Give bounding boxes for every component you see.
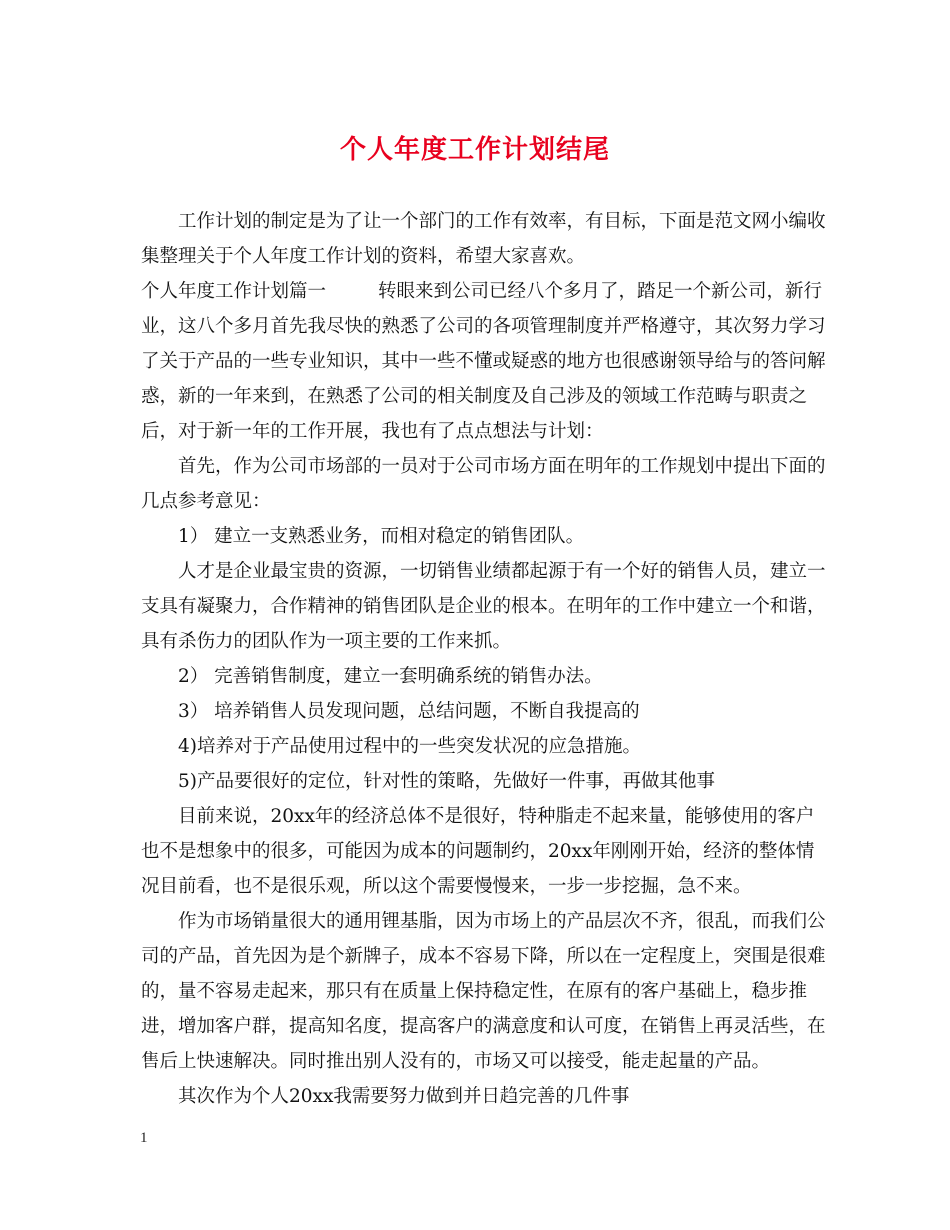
economy-paragraph: 目前来说，20xx年的经济总体不是很好，特种脂走不起来量，能够使用的客户也不是想象中的很多，可能因为成本的问题制约，20xx年刚刚开始，经济的整体情况目前看，也不是很乐观，所以这个需要慢慢来，一步一步挖掘，急不来。 [141,806,815,897]
section-paragraph [141,274,831,449]
first-paragraph: 首先，作为公司市场部的一员对于公司市场方面在明年的工作规划中提出下面的几点参考意见： [141,456,826,512]
intro-paragraph: 工作计划的制定是为了让一个部门的工作有效率，有目标，下面是范文网小编收集整理关于个人年度工作计划的资料，希望大家喜欢。 [141,211,826,267]
page-number: 1 [140,1130,148,1146]
list-item-2: 2） 完善销售制度，建立一套明确系统的销售办法。 [178,666,603,687]
document-title: 个人年度工作计划结尾 [339,135,610,165]
list-item-5: 5)产品要很好的定位，针对性的策略，先做好一件事，再做其他事 [178,771,715,792]
market-paragraph: 作为市场销量很大的通用锂基脂，因为市场上的产品层次不齐，很乱，而我们公司的产品，首先因为是个新牌子，成本不容易下降，所以在一定程度上，突围是很难的，量不容易走起来，那只有在质量上保持稳定性，在原有的客户基础上，稳步推进，增加客户群，提高知名度，提高客户的满意度和认可度，在销售上再灵活些，在售后上快速解决。同时推出别人没有的，市场又可以接受，能走起量的产品。 [141,911,826,1072]
list-item-3: 3） 培养销售人员发现问题，总结问题，不断自我提高的 [178,701,640,722]
section-label: 个人年度工作计划篇一 [141,281,327,302]
next-paragraph: 其次作为个人20xx我需要努力做到并日趋完善的几件事 [178,1086,630,1107]
list-item-4: 4)培养对于产品使用过程中的一些突发状况的应急措施。 [178,736,641,757]
talent-paragraph: 人才是企业最宝贵的资源，一切销售业绩都起源于有一个好的销售人员，建立一支具有凝聚力，合作精神的销售团队是企业的根本。在明年的工作中建立一个和谐，具有杀伤力的团队作为一项主要的工作来抓。 [141,561,826,652]
document-body [141,204,831,1114]
list-item-1: 1） 建立一支熟悉业务，而相对稳定的销售团队。 [178,526,585,547]
section-first-text: 转眼来到公司已经八个多月了，踏足一个新公司，新行业，这八个多月首先我尽快的熟悉了公司的各项管理制度并严格遵守，其次努力学习了关于产品的一些专业知识，其中一些不懂或疑惑的地方也很感谢领导给与的答问解惑，新的一年来到，在熟悉了公司的相关制度及自己涉及的领域工作范畴与职责之后，对于新一年的工作开展，我也有了点点想法与计划： [141,281,826,442]
